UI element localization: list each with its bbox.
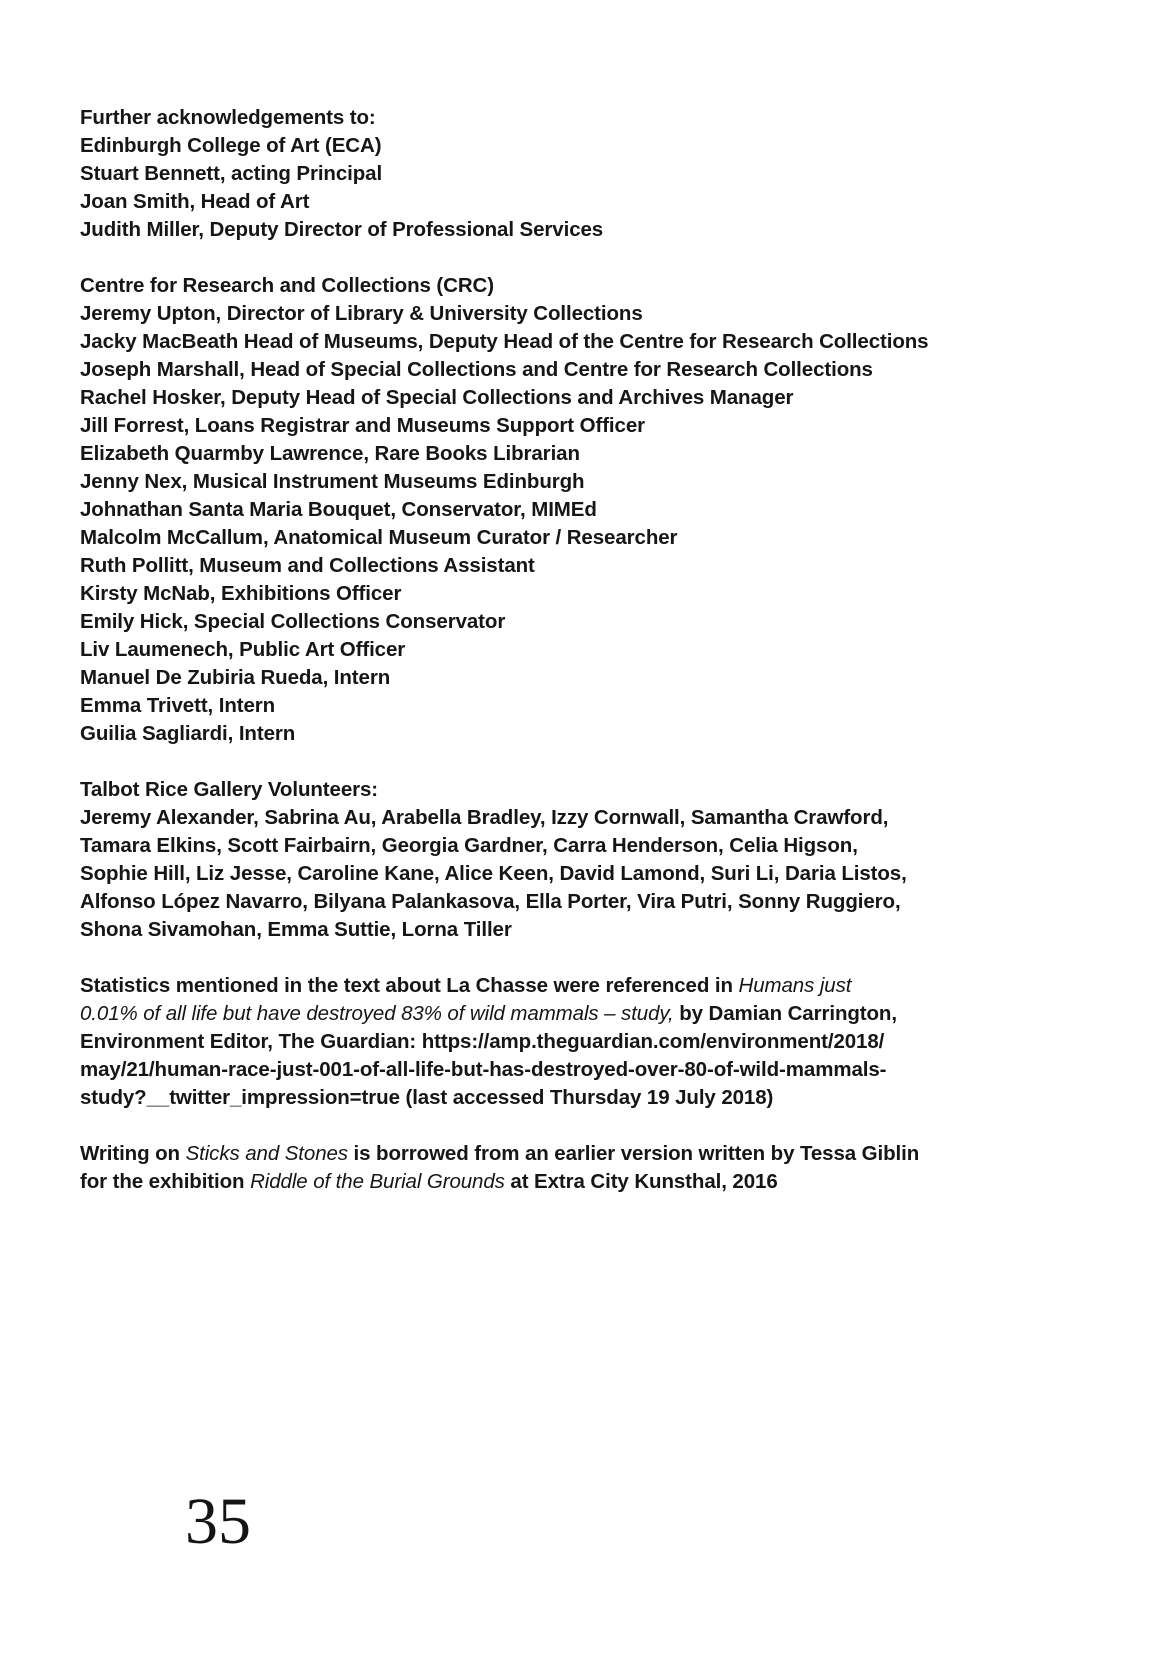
text-line bbox=[80, 1084, 1080, 1112]
text-line: Edinburgh College of Art (ECA) bbox=[80, 134, 382, 157]
text-line: Johnathan Santa Maria Bouquet, Conservator, MIMEd bbox=[80, 498, 597, 521]
text-line: Centre for Research and Collections (CRC) bbox=[80, 274, 494, 297]
text-line: Further acknowledgements to: bbox=[80, 106, 376, 129]
article-title-segment: 0.01% of all life but have destroyed 83% of wild mammals – study, bbox=[80, 1002, 674, 1025]
crc-block bbox=[80, 272, 1080, 748]
text-line: Jeremy Upton, Director of Library & University Collections bbox=[80, 302, 643, 325]
text-line: Stuart Bennett, acting Principal bbox=[80, 162, 383, 185]
text-line: Kirsty McNab, Exhibitions Officer bbox=[80, 582, 402, 605]
text-line: Elizabeth Quarmby Lawrence, Rare Books Librarian bbox=[80, 442, 580, 465]
text-line: Ruth Pollitt, Museum and Collections Assistant bbox=[80, 554, 535, 577]
text-line: Joan Smith, Head of Art bbox=[80, 190, 310, 213]
guardian-url-segment: study?__twitter_impression=true (last accessed Thursday 19 July 2018) bbox=[80, 1086, 774, 1109]
work-title-segment: Sticks and Stones bbox=[185, 1142, 348, 1165]
text-segment: Writing on bbox=[80, 1142, 186, 1165]
text-line: Sophie Hill, Liz Jesse, Caroline Kane, Alice Keen, David Lamond, Suri Li, Daria Listos, bbox=[80, 862, 907, 885]
text-line: Rachel Hosker, Deputy Head of Special Collections and Archives Manager bbox=[80, 386, 794, 409]
page-content bbox=[80, 104, 1080, 1224]
text-line: Liv Laumenech, Public Art Officer bbox=[80, 638, 406, 661]
text-line: Jenny Nex, Musical Instrument Museums Edinburgh bbox=[80, 470, 585, 493]
text-segment: Statistics mentioned in the text about La Chasse were referenced in bbox=[80, 974, 739, 997]
text-line: Guilia Sagliardi, Intern bbox=[80, 722, 296, 745]
statistics-reference-block bbox=[80, 972, 1080, 1112]
text-segment: by Damian Carrington, bbox=[673, 1002, 897, 1025]
text-line bbox=[80, 972, 1080, 1000]
text-line bbox=[80, 1028, 1080, 1056]
text-line bbox=[80, 1000, 1080, 1028]
writing-credit-block bbox=[80, 1140, 1080, 1196]
text-line: Jill Forrest, Loans Registrar and Museums Support Officer bbox=[80, 414, 645, 437]
exhibition-title-segment: Riddle of the Burial Grounds bbox=[250, 1170, 505, 1193]
text-line: Malcolm McCallum, Anatomical Museum Curator / Researcher bbox=[80, 526, 678, 549]
text-segment: for the exhibition bbox=[80, 1170, 251, 1193]
page-number: 35 bbox=[185, 1485, 251, 1558]
acknowledgements-block bbox=[80, 104, 1080, 244]
text-line: Jacky MacBeath Head of Museums, Deputy Head of the Centre for Research Collections bbox=[80, 330, 929, 353]
text-line: Emma Trivett, Intern bbox=[80, 694, 276, 717]
text-line: Emily Hick, Special Collections Conservator bbox=[80, 610, 506, 633]
guardian-url-segment: may/21/human-race-just-001-of-all-life-but-has-destroyed-over-80-of-wild-mammals- bbox=[80, 1058, 887, 1081]
text-line: Talbot Rice Gallery Volunteers: bbox=[80, 778, 379, 801]
text-line: Judith Miller, Deputy Director of Professional Services bbox=[80, 218, 604, 241]
text-line: Shona Sivamohan, Emma Suttie, Lorna Tiller bbox=[80, 918, 512, 941]
text-line: Tamara Elkins, Scott Fairbairn, Georgia Gardner, Carra Henderson, Celia Higson, bbox=[80, 834, 858, 857]
text-line: Manuel De Zubiria Rueda, Intern bbox=[80, 666, 391, 689]
text-line: Alfonso López Navarro, Bilyana Palankasova, Ella Porter, Vira Putri, Sonny Ruggiero, bbox=[80, 890, 901, 913]
text-line: Joseph Marshall, Head of Special Collections and Centre for Research Collections bbox=[80, 358, 873, 381]
text-segment: at Extra City Kunsthal, 2016 bbox=[504, 1170, 778, 1193]
article-title-segment: Humans just bbox=[738, 974, 852, 997]
text-segment: is borrowed from an earlier version written by Tessa Giblin bbox=[347, 1142, 920, 1165]
text-line bbox=[80, 1168, 1080, 1196]
text-line: Jeremy Alexander, Sabrina Au, Arabella Bradley, Izzy Cornwall, Samantha Crawford, bbox=[80, 806, 889, 829]
text-line bbox=[80, 1056, 1080, 1084]
guardian-url-segment: Environment Editor, The Guardian: https://amp.theguardian.com/environment/2018/ bbox=[80, 1030, 885, 1053]
text-line bbox=[80, 1140, 1080, 1168]
volunteers-block bbox=[80, 776, 1080, 944]
